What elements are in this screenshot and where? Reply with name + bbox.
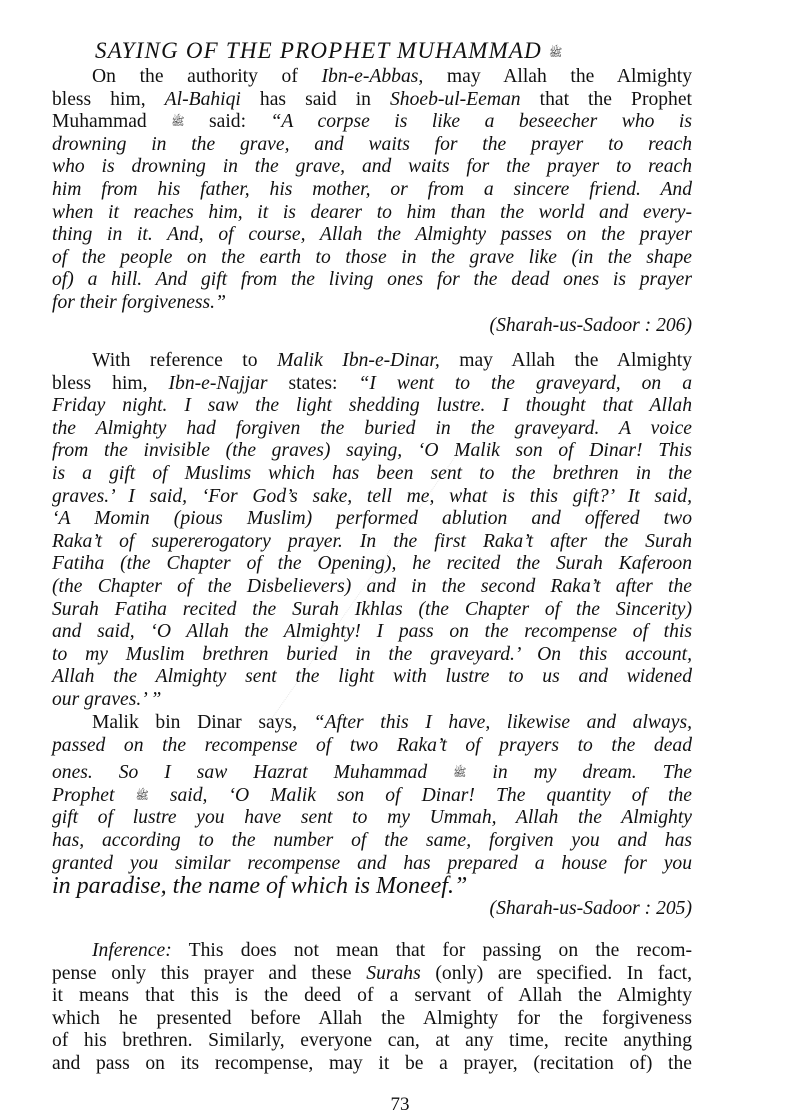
text-line: of his brethren. Similarly, everyone can, at any time, recite anything — [52, 1030, 692, 1052]
text-line: our graves.’ ” — [52, 688, 162, 710]
text-line: Fatiha (the Chapter of the Opening), he recited the Surah Kaferoon — [52, 553, 692, 575]
text-line: in paradise, the name of which is Moneef.” — [52, 873, 468, 900]
text-line: it means that this is the deed of a servant of Allah the Almighty — [52, 985, 692, 1007]
text-line: from the invisible (the graves) saying, ‘O Malik son of Dinar! This — [52, 440, 692, 462]
text-line: On the authority of Ibn-e-Abbas, may Allah the Almighty — [92, 66, 693, 87]
text-line: and pass on its recompense, may it be a prayer, (recitation of) the — [52, 1052, 692, 1074]
salutation-calligraphy: ﷺ — [135, 789, 149, 802]
text-line: Raka’t of supererogatory prayer. In the first Raka’t after the Surah — [52, 530, 692, 552]
header-title: SAYING OF THE PROPHET MUHAMMAD — [95, 38, 542, 63]
paragraph-3 — [52, 712, 692, 920]
text-line: granted you similar recompense and has prepared a house for you — [52, 852, 692, 874]
salutation-calligraphy: ﷺ — [453, 767, 467, 780]
text-line: thing in it. And, of course, Allah the Almighty passes on the prayer — [52, 224, 692, 246]
text-line: the Almighty had forgiven the buried in the graveyard. A voice — [52, 417, 692, 439]
text-line: is a gift of Muslims which has been sent to the brethren in the — [52, 462, 692, 484]
text-line: gift of lustre you have sent to my Ummah, Allah the Almighty — [52, 807, 692, 829]
text-line: Prophet ﷺ said, ‘O Malik son of Dinar! The quantity of the — [52, 784, 692, 806]
text-line: Allah the Almighty sent the light with lustre to us and widened — [52, 666, 692, 688]
reference-citation: (Sharah-us-Sadoor : 205) — [489, 897, 692, 919]
text-line: ones. So I saw Hazrat Muhammad ﷺ in my dream. The — [52, 762, 692, 784]
text-line: passed on the recompense of two Raka’t of prayers to the dead — [52, 734, 692, 756]
text-line: for their forgiveness.” — [52, 291, 226, 313]
text-line: and said, ‘O Allah the Almighty! I pass on the recompense of this — [52, 621, 692, 643]
text-line: Friday night. I saw the light shedding lustre. I thought that Allah — [52, 395, 692, 417]
text-line: has, according to the number of the same, forgiven you and has — [52, 829, 692, 851]
text-line: when it reaches him, it is dearer to him than the world and every- — [52, 201, 692, 223]
text-line: of the people on the earth to those in the grave like (in the shape — [52, 246, 692, 268]
salutation-calligraphy: ﷺ — [548, 47, 563, 59]
text-line: Muhammad ﷺ said: “A corpse is like a beseecher who is — [52, 111, 692, 133]
text-line: bless him, Ibn-e-Najjar states: “I went to the graveyard, on a — [52, 372, 692, 394]
text-line: graves.’ I said, ‘For God’s sake, tell me, what is this gift?’ It said, — [52, 485, 692, 507]
text-line: who is drowning in the grave, and waits for the prayer to reach — [52, 156, 692, 178]
text-line: to my Muslim brethren buried in the graveyard.’ On this account, — [52, 643, 692, 665]
text-line: ‘A Momin (pious Muslim) performed ablution and offered two — [52, 508, 692, 530]
paragraph-2 — [52, 350, 692, 712]
text-line: of) a hill. And gift from the living ones for the dead ones is prayer — [52, 269, 692, 291]
text-line: him from his father, his mother, or from a sincere friend. And — [52, 178, 692, 200]
text-line: With reference to Malik Ibn-e-Dinar, may Allah the Almighty — [92, 350, 692, 371]
salutation-calligraphy: ﷺ — [171, 116, 185, 129]
page-header — [95, 38, 700, 64]
text-line: bless him, Al-Bahiqi has said in Shoeb-ul-Eeman that the Prophet — [52, 88, 692, 110]
text-line: which he presented before Allah the Almighty for the forgiveness — [52, 1007, 692, 1029]
paragraph-1 — [52, 66, 692, 337]
reference-citation: (Sharah-us-Sadoor : 206) — [489, 314, 692, 336]
paragraph-4 — [52, 940, 692, 1076]
text-line: Malik bin Dinar says, “After this I have, likewise and always, — [92, 712, 692, 733]
page-number: 73 — [390, 1094, 410, 1115]
text-line: (the Chapter of the Disbelievers) and in the second Raka’t after the — [52, 575, 692, 597]
text-line: Inference: This does not mean that for passing on the recom- — [92, 940, 692, 961]
text-line: drowning in the grave, and waits for the prayer to reach — [52, 133, 692, 155]
text-line: pense only this prayer and these Surahs (only) are specified. In fact, — [52, 962, 693, 984]
text-line: Surah Fatiha recited the Surah Ikhlas (the Chapter of the Sincerity) — [52, 598, 692, 620]
